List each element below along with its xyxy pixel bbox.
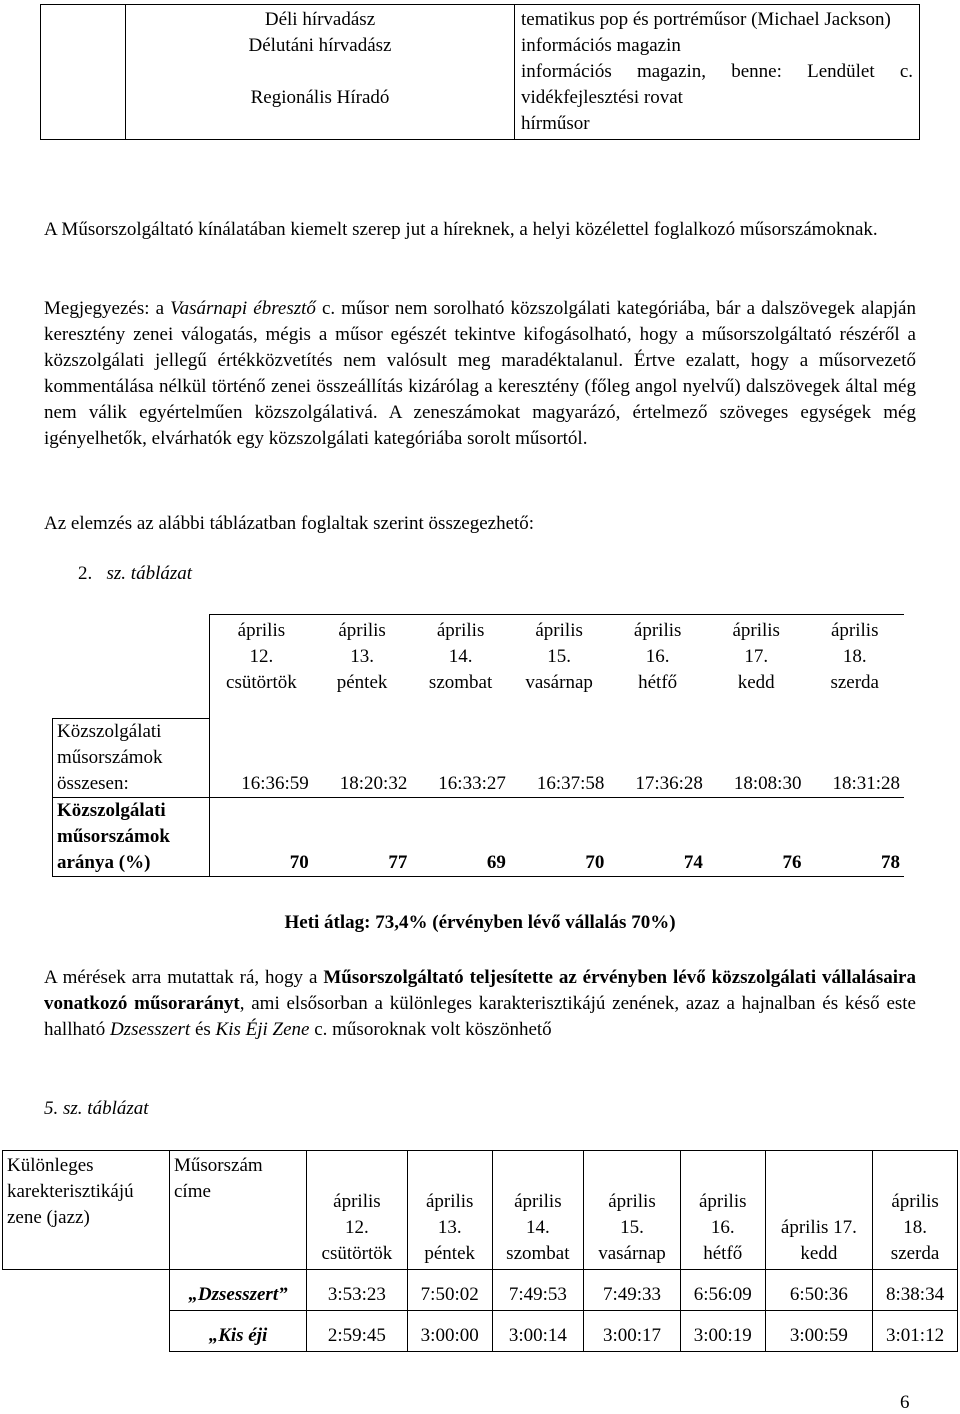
program-title: Kis Éji Zene	[215, 1019, 310, 1040]
day-header: április 13. péntek	[407, 1151, 492, 1270]
percent-cell: 78	[805, 797, 904, 876]
percent-cell: 76	[707, 797, 806, 876]
duration-cell: 7:50:02	[407, 1270, 492, 1311]
title-header: Műsorszám címe	[170, 1151, 307, 1270]
day-header: április 17. kedd	[707, 615, 806, 719]
duration-cell: 3:00:14	[492, 1311, 583, 1352]
percent-cell: 70	[210, 797, 313, 876]
jazz-programs-table	[2, 1150, 958, 1352]
weekly-average: Heti átlag: 73,4% (érvényben lévő vállalás 70%)	[284, 912, 676, 933]
day-header: április 14. szombat	[492, 1151, 583, 1270]
category-header: Különleges karekterisztikájú zene (jazz)	[3, 1151, 170, 1270]
duration-cell: 16:36:59	[210, 718, 313, 797]
day-header: április 16. hétfő	[608, 615, 707, 719]
duration-cell: 17:36:28	[608, 718, 707, 797]
intro-paragraph: A Műsorszolgáltató kínálatában kiemelt szerep jut a híreknek, a helyi közélettel foglalkozó műsorszámoknak.	[44, 219, 878, 240]
duration-cell: 7:49:33	[584, 1270, 681, 1311]
percent-cell: 74	[608, 797, 707, 876]
duration-cell: 18:20:32	[313, 718, 412, 797]
program-title-cell: „Dzsesszert”	[170, 1270, 307, 1311]
duration-cell: 3:00:19	[680, 1311, 765, 1352]
day-header: április 12. csütörtök	[210, 615, 313, 719]
summary-intro: Az elemzés az alábbi táblázatban foglaltak szerint összegezhető:	[44, 513, 535, 534]
highlight-text: Műsorszolgáltató teljesítette az érvényben lévő közszolgálati vállalásaira vonatkozó műsorarányt	[44, 967, 916, 1014]
public-service-share-table	[52, 614, 904, 877]
table5-caption: 5. sz. táblázat	[44, 1098, 149, 1119]
empty-header-cell	[53, 615, 210, 719]
day-header: április 13. péntek	[313, 615, 412, 719]
percent-cell: 70	[510, 797, 609, 876]
program-desc: információs magazin, benne: Lendület c.	[521, 61, 913, 82]
table-row	[53, 718, 905, 797]
table2-caption	[78, 563, 192, 585]
row-label: Közszolgálati műsorszámok összesen:	[53, 718, 210, 797]
program-names-cell	[126, 5, 515, 140]
row-label: Közszolgálati műsorszámok aránya (%)	[53, 797, 210, 876]
day-header: április 15. vasárnap	[510, 615, 609, 719]
duration-cell: 16:37:58	[510, 718, 609, 797]
program-name-blank	[132, 59, 508, 85]
table-header-row	[3, 1151, 958, 1270]
empty-cell	[3, 1311, 170, 1352]
program-name: Déli hírvadász	[264, 9, 376, 30]
duration-cell: 3:00:17	[584, 1311, 681, 1352]
table-row	[3, 1270, 958, 1311]
day-header: április 12. csütörtök	[307, 1151, 408, 1270]
program-title: Vasárnapi ébresztő	[170, 298, 316, 319]
program-desc-cell	[515, 5, 920, 140]
page-number: 6	[900, 1392, 910, 1413]
day-header: április 17. kedd	[765, 1151, 872, 1270]
percent-cell: 69	[411, 797, 510, 876]
empty-cell	[41, 5, 126, 140]
program-desc: vidékfejlesztési rovat	[521, 87, 683, 108]
duration-cell: 3:00:00	[407, 1311, 492, 1352]
day-header: április 18. szerda	[873, 1151, 958, 1270]
program-desc: tematikus pop és portréműsor (Michael Jackson)	[521, 9, 891, 30]
table-row	[53, 797, 905, 876]
day-header: április 14. szombat	[411, 615, 510, 719]
program-name: Regionális Híradó	[250, 87, 390, 108]
percent-cell: 77	[313, 797, 412, 876]
empty-cell	[3, 1270, 170, 1311]
day-header: április 15. vasárnap	[584, 1151, 681, 1270]
duration-cell: 7:49:53	[492, 1270, 583, 1311]
table-row	[41, 5, 920, 140]
program-name: Délutáni hírvadász	[248, 35, 392, 56]
table-row	[3, 1311, 958, 1352]
note-paragraph	[44, 296, 916, 452]
program-title-cell: „Kis éji	[170, 1311, 307, 1352]
duration-cell: 3:01:12	[873, 1311, 958, 1352]
program-desc: hírműsor	[521, 113, 590, 134]
duration-cell: 3:53:23	[307, 1270, 408, 1311]
duration-cell: 16:33:27	[411, 718, 510, 797]
day-header: április 16. hétfő	[680, 1151, 765, 1270]
duration-cell: 3:00:59	[765, 1311, 872, 1352]
duration-cell: 6:50:36	[765, 1270, 872, 1311]
duration-cell: 6:56:09	[680, 1270, 765, 1311]
note-prefix: Megjegyezés: a	[44, 298, 171, 319]
caption-number: 2.	[78, 563, 93, 584]
note-text-continued: Értve ezalatt, hogy a műsorvezető kommentálása nélkül történő zenei összeállítás kizárólag a keresztény (főleg angol nyelvű) dalszövegek által még nem válik egyértelműen közszolgálativá. A zeneszámokat magyarázó, értelmező szöveges egységek még igényelhetők, elvárhatók egy közszolgálati kategóriába sorolt műsortól.	[44, 350, 916, 449]
day-header: április 18. szerda	[805, 615, 904, 719]
note-text: c. műsor nem sorolható közszolgálati kategóriába, bár a dalszövegek alapján keresztény zenei válogatás, mégis a műsor egészét tekintve kifogásolható, hogy a műsorszolgáltató részéről a közszolgálati jellegű értékközvetítés nem valósult meg maradéktalanul.	[44, 298, 916, 371]
duration-cell: 8:38:34	[873, 1270, 958, 1311]
table-header-row	[53, 615, 905, 719]
duration-cell: 18:08:30	[707, 718, 806, 797]
caption-text: sz. táblázat	[106, 563, 193, 584]
program-table	[40, 4, 920, 140]
measurement-paragraph: A mérések arra mutattak rá, hogy a Műsorszolgáltató teljesítette az érvényben lévő közszolgálati vállalásaira vonatkozó műsorarányt, ami elsősorban a különleges karakterisztikájú zenének, azaz a hajnalban és késő este hallható Dzsesszert és Kis Éji Zene c. műsoroknak volt köszönhető	[44, 967, 916, 1040]
duration-cell: 2:59:45	[307, 1311, 408, 1352]
program-title: Dzsesszert	[109, 1019, 191, 1040]
duration-cell: 18:31:28	[805, 718, 904, 797]
program-desc: információs magazin	[521, 35, 681, 56]
